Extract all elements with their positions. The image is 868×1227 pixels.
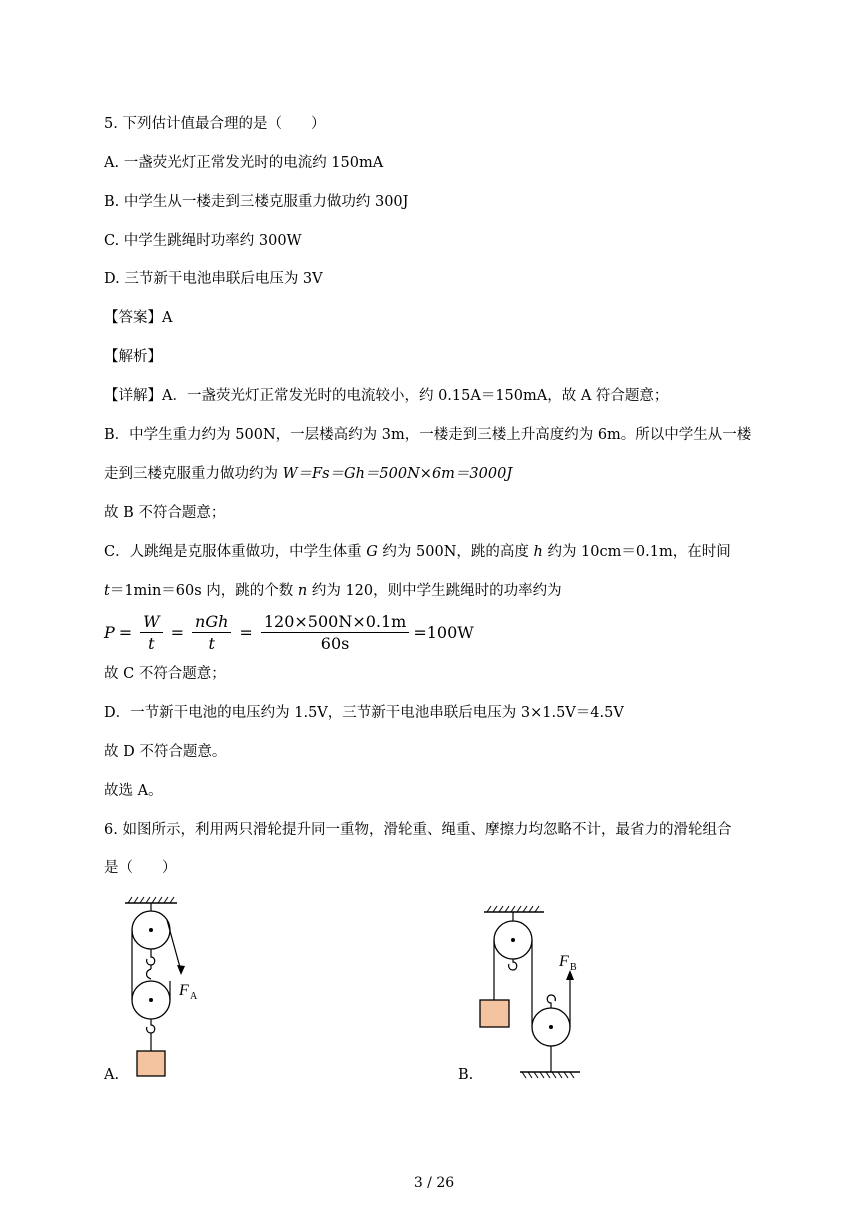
hook (509, 959, 517, 970)
force-label-b: F (559, 953, 569, 970)
fraction-ngh-over-t (192, 612, 231, 653)
formula-eq-1: = (118, 622, 133, 642)
q5-detail-c1-mid: 约为 500N，跳的高度 (377, 544, 534, 560)
q5-detail-d1: D．一节新干电池的电压约为 1.5V，三节新干电池串联后电压为 3×1.5V＝4.5V (104, 705, 624, 721)
q6-stem-line2: 是（ ） (104, 860, 177, 876)
fraction-denominator: t (208, 633, 215, 653)
fraction-w-over-t (140, 612, 162, 653)
q5-detail-d2: 故 D 不符合题意。 (104, 744, 227, 760)
weight-block (480, 1000, 509, 1027)
fraction-numerator: 120×500N×0.1m (261, 612, 410, 633)
q5-detail-c3: 故 C 不符合题意； (104, 666, 226, 682)
q5-detail-b3: 故 B 不符合题意； (104, 505, 226, 521)
q5-detail-b1: B．中学生重力约为 500N，一层楼高约为 3m，一楼走到三楼上升高度约为 6m。所以中学生从一楼 (104, 427, 752, 443)
q6-stem-line1: 6. 如图所示，利用两只滑轮提升同一重物，滑轮重、绳重、摩擦力均忽略不计，最省力的滑轮组合 (104, 822, 732, 838)
fraction-denominator: 60s (320, 633, 350, 653)
pulley-figure-b (470, 900, 595, 1085)
q5-detail-c2-post: 约为 120，则中学生跳绳时的功率约为 (307, 583, 562, 599)
var-g: G (366, 544, 378, 560)
power-formula (104, 608, 474, 656)
force-label-a-sub: A (190, 991, 198, 1002)
ceiling-hatch (128, 897, 174, 903)
var-h: h (533, 544, 543, 560)
fraction-denominator: t (148, 633, 155, 653)
var-n: n (297, 583, 308, 599)
fraction-numerator: W (140, 612, 162, 633)
q5-conclusion: 故选 A。 (104, 783, 163, 799)
ground-hatch (522, 1072, 574, 1078)
hook (147, 949, 155, 965)
q5-detail-b2 (104, 464, 512, 484)
q5-detail-b2-prefix: 走到三楼克服重力做功约为 (104, 466, 283, 482)
q5-detail-c2 (104, 581, 562, 601)
formula-eq-3: = (239, 622, 253, 642)
q5-option-a: A. 一盏荧光灯正常发光时的电流约 150mA (104, 155, 384, 171)
force-arrow-a (177, 965, 185, 975)
q5-option-b: B. 中学生从一楼走到三楼克服重力做功约 300J (104, 194, 409, 210)
pull-rope-a (167, 920, 181, 971)
q5-detail-a: 【详解】A．一盏荧光灯正常发光时的电流较小，约 0.15A＝150mA，故 A 符合题意； (104, 388, 669, 404)
force-label-b-sub: B (570, 962, 577, 973)
q5-stem: 5. 下列估计值最合理的是（ ） (104, 116, 326, 132)
formula-result: =100W (413, 622, 474, 642)
q6-option-a-label: A. (104, 1067, 120, 1083)
fraction-numerator: nGh (192, 612, 231, 633)
pulley-figure-a (115, 893, 215, 1083)
q5-detail-c1-pre: C．人跳绳是克服体重做功，中学生体重 (104, 544, 367, 560)
q5-detail-c2-mid: ＝1min＝60s 内，跳的个数 (109, 583, 298, 599)
q5-analysis-header: 【解析】 (104, 349, 162, 365)
ceiling-hatch (487, 906, 539, 912)
fraction-numeric (261, 612, 410, 653)
q5-work-formula: W＝Fs＝Gh＝500N×6m＝3000J (282, 466, 513, 482)
q5-option-d: D. 三节新干电池串联后电压为 3V (104, 271, 323, 287)
weight-block (137, 1051, 165, 1076)
var-t: t (104, 583, 110, 599)
q6-option-b-label: B. (458, 1067, 474, 1083)
page-number: 3 / 26 (413, 1175, 455, 1191)
formula-eq-2: = (170, 622, 185, 642)
formula-lhs: P (104, 622, 115, 642)
q5-detail-c1-post: 约为 10cm＝0.1m，在时间 (542, 544, 731, 560)
force-label-a: F (179, 982, 189, 999)
q5-answer: 【答案】A (104, 310, 173, 326)
q5-option-c: C. 中学生跳绳时功率约 300W (104, 233, 302, 249)
q5-detail-c1 (104, 542, 731, 562)
